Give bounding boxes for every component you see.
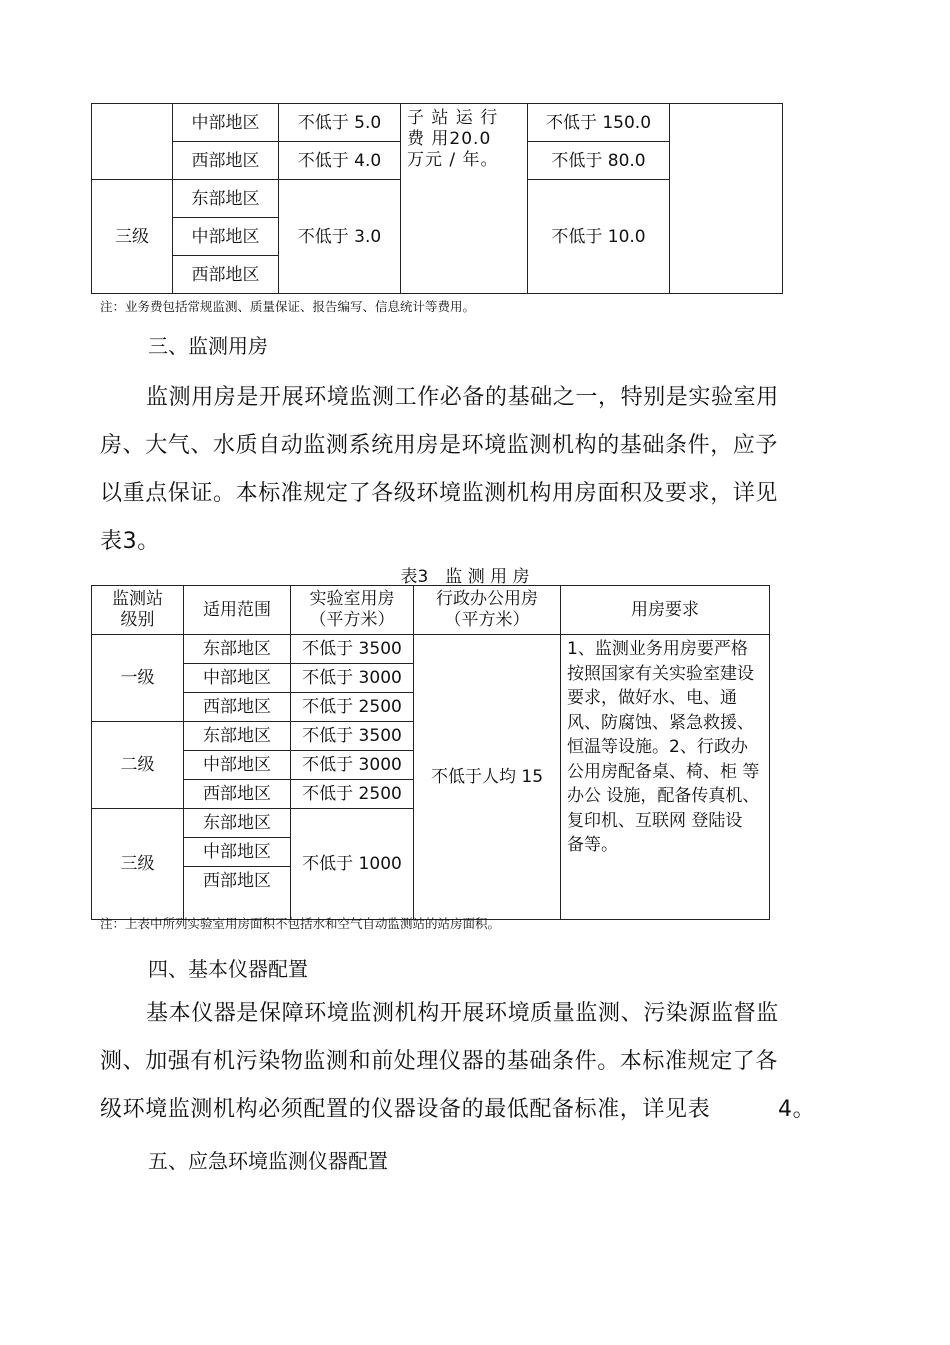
section-heading: 五、应急环境监测仪器配置 [148, 1149, 388, 1173]
value-cell: 不低于 150.0 [528, 104, 670, 142]
value-cell: 不低于 80.0 [528, 142, 670, 180]
paragraph [100, 374, 779, 566]
level-cell: 三级 [92, 180, 173, 294]
lab-cell: 不低于 2500 [291, 780, 414, 809]
lab-cell: 不低于 3500 [291, 722, 414, 751]
region-cell: 中部地区 [184, 664, 291, 693]
section-heading: 三、监测用房 [148, 334, 268, 358]
value-cell: 不低于 10.0 [528, 180, 670, 294]
section-heading: 四、基本仪器配置 [148, 957, 308, 981]
header-scope: 适用范围 [184, 586, 291, 635]
housing-table [91, 585, 770, 920]
level-cell: 二级 [92, 722, 184, 809]
lab-cell: 不低于 2500 [291, 693, 414, 722]
paragraph-line: 级环境监测机构必须配置的仪器设备的最低配备标准，详见表 4。 [100, 1097, 816, 1122]
level-cell: 一级 [92, 635, 184, 722]
requirements-cell: 1、监测业务用房要严格按照国家有关实验室建设要求，做好水、电、通风、防腐蚀、紧急救援、恒温等设施。2、行政办公用房配备桌、椅、柜 等办公 设施，配备传真机、复印机、互联网 登陆设 备等。 [561, 635, 770, 920]
region-cell: 东部地区 [173, 180, 279, 218]
region-cell: 中部地区 [173, 218, 279, 256]
paragraph-line: 监测用房是开展环境监测工作必备的基础之一，特别是实验室用 [146, 385, 779, 410]
level-cell: 三级 [92, 809, 184, 920]
region-cell: 中部地区 [184, 751, 291, 780]
lab-cell: 不低于 3000 [291, 751, 414, 780]
region-cell: 西部地区 [184, 693, 291, 722]
office-cell: 不低于人均 15 [414, 635, 561, 920]
header-requirements: 用房要求 [561, 586, 770, 635]
table-note: 注：业务费包括常规监测、质量保证、报告编写、信息统计等费用。 [100, 299, 476, 314]
paragraph-line: 表3。 [100, 529, 160, 554]
region-cell: 东部地区 [184, 722, 291, 751]
lab-cell: 不低于 3500 [291, 635, 414, 664]
paragraph-line: 以重点保证。本标准规定了各级环境监测机构用房面积及要求，详见 [100, 481, 779, 506]
region-cell: 中部地区 [173, 104, 279, 142]
region-cell: 东部地区 [184, 809, 291, 838]
region-cell: 西部地区 [173, 256, 279, 294]
lab-cell: 不低于 1000 [291, 809, 414, 920]
region-cell: 西部地区 [184, 867, 291, 920]
region-cell: 东部地区 [184, 635, 291, 664]
level-cell-blank [92, 104, 173, 180]
fund-cell: 不低于 5.0 [279, 104, 401, 142]
paragraph-line: 测、加强有机污染物监测和前处理仪器的基础条件。本标准规定了各 [100, 1049, 779, 1074]
header-lab: 实验室用房（平方米） [291, 586, 414, 635]
table-note: 注：上表中所列实验室用房面积不包括水和空气自动监测站的站房面积。 [100, 916, 501, 931]
funding-table-continued [91, 103, 783, 294]
paragraph-line: 基本仪器是保障环境监测机构开展环境质量监测、污染源监督监 [146, 1001, 779, 1026]
fund-cell: 不低于 3.0 [279, 180, 401, 294]
region-cell: 西部地区 [184, 780, 291, 809]
header-level: 监测站级别 [92, 586, 184, 635]
substation-cost-cell: 子 站 运 行 费 用20.0 万元 / 年。 [401, 104, 528, 294]
paragraph-line: 房、大气、水质自动监测系统用房是环境监测机构的基础条件，应予 [100, 433, 779, 458]
fund-cell: 不低于 4.0 [279, 142, 401, 180]
lab-cell: 不低于 3000 [291, 664, 414, 693]
region-cell: 西部地区 [173, 142, 279, 180]
header-office: 行政办公用房（平方米） [414, 586, 561, 635]
blank-cell [670, 104, 783, 294]
paragraph [100, 990, 816, 1134]
table-caption: 表3 监 测 用 房 [400, 567, 530, 587]
region-cell: 中部地区 [184, 838, 291, 867]
